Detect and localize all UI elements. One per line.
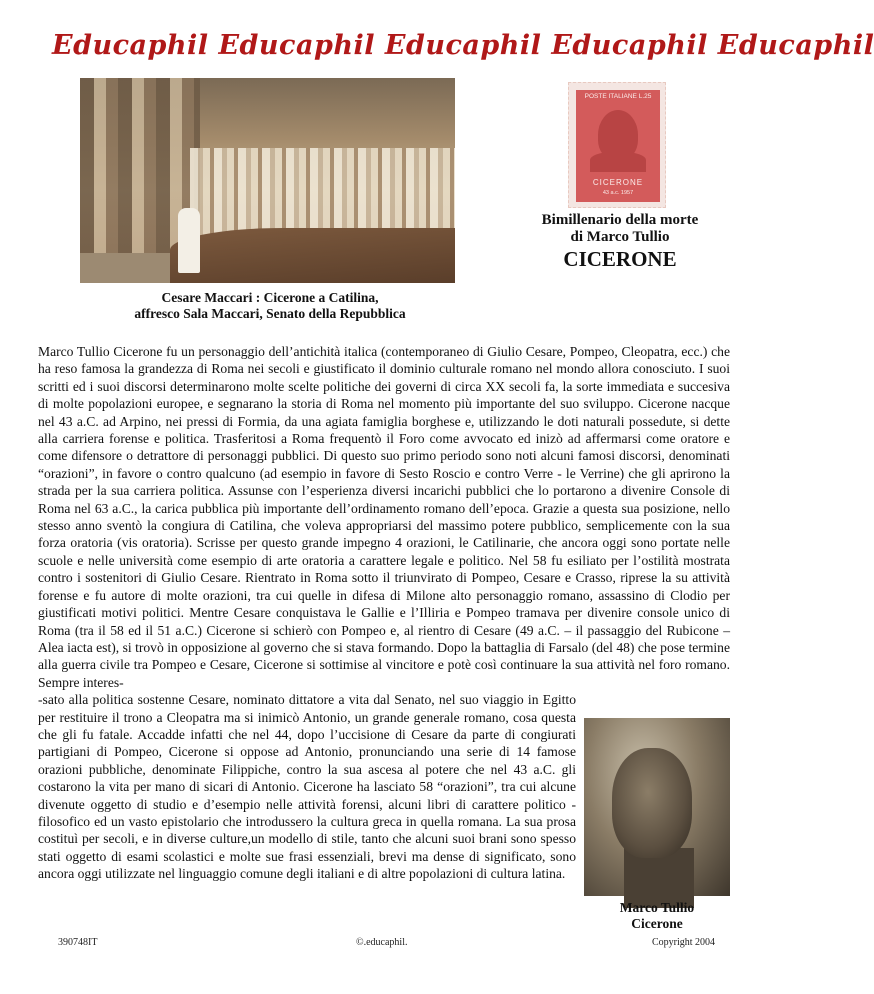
stamp-portrait-bust	[590, 152, 646, 172]
fresco-caption-line-2: affresco Sala Maccari, Senato della Repubblica	[134, 306, 406, 321]
footer-site: ©.educaphil.	[356, 937, 408, 948]
fresco-caption	[70, 290, 470, 322]
stamp-dates: 43 a.c. 1957	[602, 190, 634, 196]
biography-paragraph-2: -sato alla politica sostenne Cesare, nominato dittatore a vita dal Senato, nel suo viaggio in Egitto per restituire il trono a Cleopatra ma si inimicò Antonio, un grande generale romano, cosa questa che gli fu fatale. Accadde infatti che nel 44, dopo l’uccisione di Cesare da parte di congiurati partigiani di Pompeo, Cicerone si oppose ad Antonio, pronunciando una serie di 14 famose orazioni pubbliche, denominate Filippiche, contro la sua ascesa al potere che nel 43 a.C. gli costarono la vita per mano di sicari di Antonio. Cicerone ha lasciato 58 “orazioni”, tra cui alcune divenute oggetto di studio e d’esempio nelle attività forensi, alcuni libri di carattere politico - filosofico ed un vasto epistolario che introdussero la cultura greca in quella romana. La sua prosa costituì per secoli, e in diverse culture,un modello di stile, tanto che alcuni suoi brani sono spesso stati oggetto di esami scolastici e molte sue frasi essenziali, brevi ma dense di significato, sono ancora oggi utilizzate nel linguaggio comune degli italiani e di altre popolazioni di cultura latina.	[38, 692, 576, 882]
anniversary-line-1: Bimillenario della morte	[541, 212, 699, 228]
footer-code: 390748IT	[58, 937, 98, 948]
biography-paragraph-1: Marco Tullio Cicerone fu un personaggio dell’antichità italica (contemporaneo di Giulio Cesare, Pompeo, Cleopatra, ecc.) che ha reso famosa la grandezza di Roma nei secoli e giustificato il dominio culturale romano nel mondo allora conosciuto. I suoi scritti ed i suoi discorsi determinarono molte scelte politiche dei governi di circa XX secoli fa, la sorte immediata e succesiva di molte popolazioni europee, e segnarano la storia di Roma nel momento più importante del suo sviluppo. Cicerone nacque nel 43 a.C. ad Arpino, nei pressi di Formia, da una agiata famiglia borghese e, utilizzando le doti naturali possedute, si dette alla carriera forense e politica. Trasferitosi a Roma frequentò il Foro come avvocato ed inizò ad affermarsi come oratore e come difensore o detrattore di personaggi pubblici. Di questo suo primo periodo sono noti alcuni famosi discorsi, denominati “orazioni”, in favore o contro qualcuno (ad esempio in favore di Sesto Roscio e contro Verre - le Verrine) che gli aprirono la strada per la sua carriera politica. Assunse con l’esperienza diversi incarichi pubblici che lo portarono a divenire Console di Roma nel 63 a.C., la carica pubblica più importante dell’ordinamento romano dell’epoca. Grazie a questa sua posizione, nello stesso anno sventò la congiura di Catilina, che voleva appropriarsi del massimo potere pubblico, semplicemente con la sua forza oratoria (vis oratoria). Scrisse per questo grande impegno 4 orazioni, le Catilinarie, che ancora oggi sono portate nelle scuole e nelle università come esempio di arte oratoria a carattere legale e politico. Nel 58 fu esiliato per l’ostilità mostrata contro i sostenitori di Giulio Cesare. Rientrato in Roma sotto il triunvirato di Pompeo, Cesare e Crasso, riprese la su attività forense e fu autore di molte orazioni, tra cui quelle in difesa di Milone alto personaggio romano, assassino di Clodio per giustificati motivi politici. Mentre Cesare conquistava le Gallie e l’Illiria e Pompeo tramava per divenire console unico di Roma (tra il 58 ed il 51 a.C.) Cicerone si schierò con Pompeo e, al rientro di Cesare (49 a.C. – il passaggio del Rubicone – Alea iacta est), si trovò in opposizione al governo che si stava formando. Dopo la battaglia di Farsalo (del 48) che pose termine alla guerra civile tra Pompeo e Cesare, Cicerone si sottimise al vincitore e potè così continuare la sua attività nel foro romano. Sempre interes-	[38, 344, 730, 690]
stamp-denomination: POSTE ITALIANE L.25	[584, 93, 652, 100]
stamp-face	[576, 90, 660, 202]
footer-copyright: Copyright 2004	[652, 937, 716, 948]
anniversary-name: CICERONE	[563, 247, 677, 271]
educaphil-banner: Educaphil Educaphil Educaphil Educaphil Educaphil	[52, 30, 874, 61]
fresco-bench	[170, 228, 455, 283]
photo-caption-line-1: Marco Tullio	[619, 900, 695, 915]
fresco-caption-line-1: Cesare Maccari : Cicerone a Catilina,	[161, 290, 379, 305]
fresco-image	[80, 78, 455, 283]
photo-caption-line-2: Cicerone	[631, 916, 683, 931]
fresco-senators	[190, 148, 455, 238]
cicerone-stamp	[568, 82, 666, 208]
cicerone-bust-photo	[584, 718, 730, 896]
fresco-orator	[178, 208, 200, 273]
stamp-name: CICERONE	[592, 178, 644, 187]
anniversary-title	[520, 212, 720, 272]
bust-face	[612, 748, 692, 858]
anniversary-line-2: di Marco Tullio	[570, 229, 670, 245]
photo-caption	[584, 900, 730, 932]
